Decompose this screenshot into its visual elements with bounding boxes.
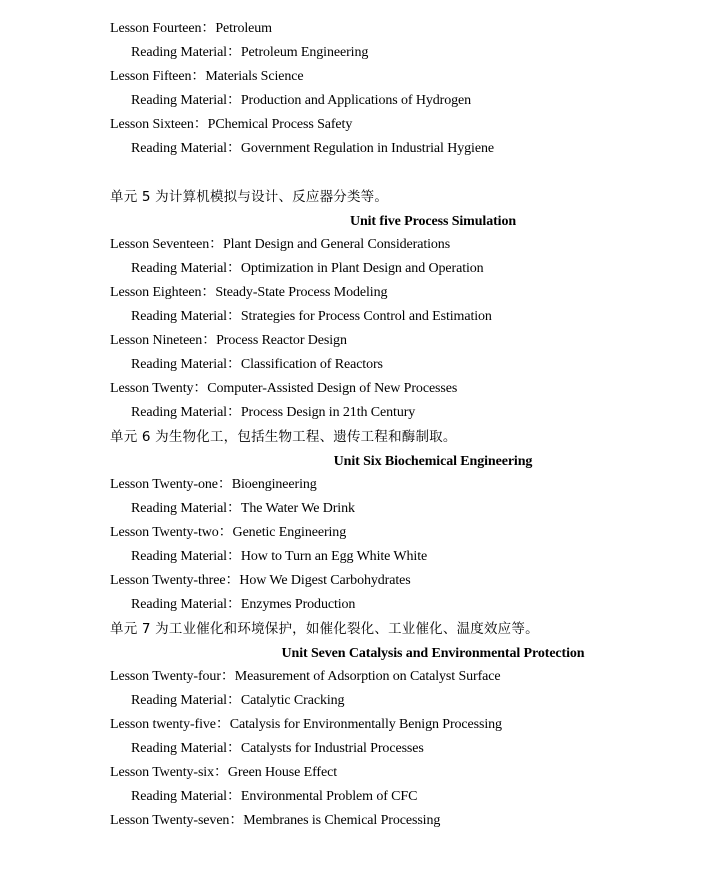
- lesson-line: Lesson Twenty-two：Genetic Engineering: [110, 525, 347, 540]
- reading-material-line: Reading Material：Environmental Problem of CFC: [131, 789, 418, 804]
- reading-material-line: Reading Material：Production and Applications of Hydrogen: [131, 93, 472, 108]
- unit-heading: Unit Six Biochemical Engineering: [333, 454, 533, 469]
- reading-material-line: Reading Material：Petroleum Engineering: [131, 45, 369, 60]
- lesson-line: Lesson Twenty-six：Green House Effect: [110, 765, 338, 780]
- lesson-line: Lesson Sixteen：PChemical Process Safety: [110, 117, 353, 132]
- reading-material-line: Reading Material：Catalytic Cracking: [131, 693, 345, 708]
- lesson-line: Lesson Twenty-one：Bioengineering: [110, 477, 317, 492]
- reading-material-line: Reading Material：The Water We Drink: [131, 501, 355, 516]
- reading-material-line: Reading Material：Catalysts for Industrial Processes: [131, 741, 424, 756]
- unit-intro-text: 单元 6 为生物化工，包括生物工程、遗传工程和酶制取。: [110, 429, 457, 445]
- reading-material-line: Reading Material：Optimization in Plant Design and Operation: [131, 261, 484, 276]
- reading-material-line: Reading Material：Process Design in 21th Century: [131, 405, 416, 420]
- unit-heading: Unit five Process Simulation: [349, 214, 517, 229]
- reading-material-line: Reading Material：How to Turn an Egg White White: [131, 549, 428, 564]
- reading-material-line: Reading Material：Government Regulation in Industrial Hygiene: [131, 141, 494, 156]
- reading-material-line: Reading Material：Enzymes Production: [131, 597, 356, 612]
- lesson-line: Lesson Seventeen：Plant Design and General Considerations: [110, 237, 451, 252]
- lesson-line: Lesson twenty-five：Catalysis for Environmentally Benign Processing: [110, 717, 502, 732]
- unit-heading: Unit Seven Catalysis and Environmental Protection: [281, 646, 585, 661]
- lesson-line: Lesson Twenty-three：How We Digest Carbohydrates: [110, 573, 411, 588]
- lesson-line: Lesson Fifteen：Materials Science: [110, 69, 304, 84]
- unit-intro-text: 单元 7 为工业催化和环境保护，如催化裂化、工业催化、温度效应等。: [110, 621, 539, 637]
- lesson-line: Lesson Twenty-four：Measurement of Adsorption on Catalyst Surface: [110, 669, 501, 684]
- unit-intro-text: 单元 5 为计算机模拟与设计、反应器分类等。: [110, 189, 389, 205]
- reading-material-line: Reading Material：Strategies for Process Control and Estimation: [131, 309, 492, 324]
- lesson-line: Lesson Twenty：Computer-Assisted Design of New Processes: [110, 381, 458, 396]
- lesson-line: Lesson Nineteen：Process Reactor Design: [110, 333, 347, 348]
- reading-material-line: Reading Material：Classification of Reactors: [131, 357, 383, 372]
- lesson-line: Lesson Eighteen：Steady-State Process Modeling: [110, 285, 388, 300]
- lesson-line: Lesson Fourteen：Petroleum: [110, 21, 272, 36]
- lesson-line: Lesson Twenty-seven：Membranes is Chemical Processing: [110, 813, 441, 828]
